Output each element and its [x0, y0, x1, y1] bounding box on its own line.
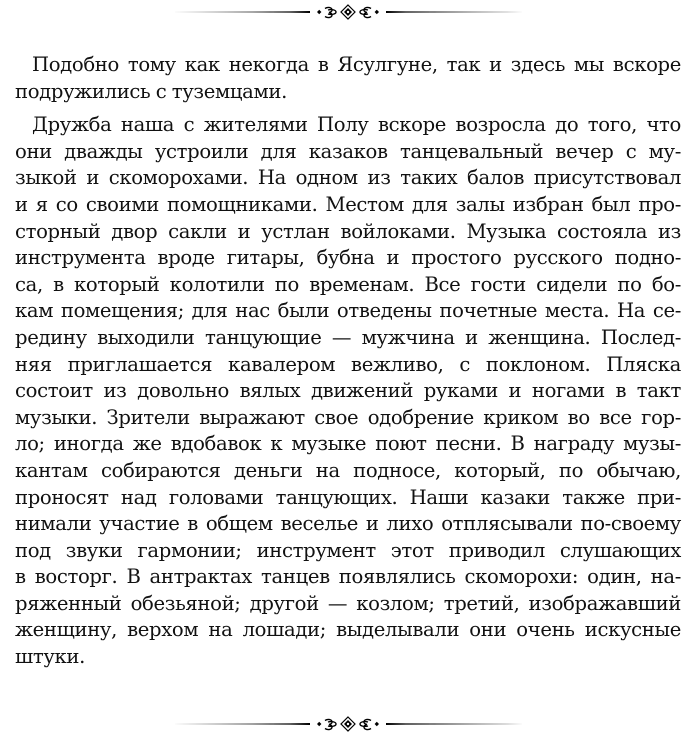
text-line: инструмента вроде гитары, бубна и простого русского подно- [15, 246, 681, 270]
text-line: зыкой и скоморохами. На одном из таких балов присутствовал [15, 166, 681, 190]
paragraph-1 [15, 52, 681, 105]
text-line: женщину, верхом на лошади; выделывали они очень искусные [15, 618, 681, 642]
ornament-divider-icon [170, 4, 526, 20]
ornament-divider-icon [170, 716, 526, 732]
text-line: Дружба наша с жителями Полу вскоре возросла до того, что [32, 113, 681, 137]
text-line: подружились с туземцами. [15, 79, 287, 103]
top-ornamental-divider [170, 4, 526, 20]
text-line: няя приглашается кавалером вежливо, с поклоном. Пляска [15, 352, 681, 376]
body-text [15, 52, 681, 671]
text-line: и я со своими помощниками. Местом для залы избран был про- [15, 192, 681, 216]
text-line: штуки. [15, 645, 86, 669]
text-line: музыки. Зрители выражают свое одобрение криком во все гор- [15, 405, 681, 429]
text-line: они дважды устроили для казаков танцевальный вечер с му- [15, 139, 681, 163]
text-line: состоит из довольно вялых движений руками и ногами в такт [15, 379, 681, 403]
text-line: ряженный обезьяной; другой — козлом; третий, изображавший [15, 591, 681, 615]
bottom-ornamental-divider [170, 716, 526, 732]
text-line: сторный двор сакли и устлан войлоками. Музыка состояла из [15, 219, 681, 243]
text-line: проносят над головами танцующих. Наши казаки также при- [15, 485, 681, 509]
text-line: ло; иногда же вдобавок к музыке поют песни. В награду музы- [15, 432, 681, 456]
text-line: нимали участие в общем веселье и лихо отплясывали по-своему [15, 512, 681, 536]
text-line: в восторг. В антрактах танцев появлялись скоморохи: один, на- [15, 565, 681, 589]
text-line: кантам собираются деньги на подносе, который, по обычаю, [15, 458, 681, 482]
text-line: са, в который колотили по временам. Все гости сидели по бо- [15, 272, 681, 296]
paragraph-2 [15, 112, 681, 670]
text-line: под звуки гармонии; инструмент этот приводил слушающих [15, 538, 681, 562]
text-line: Подобно тому как некогда в Ясулгуне, так и здесь мы вскоре [32, 53, 681, 76]
text-line: кам помещения; для нас были отведены почетные места. На се- [15, 299, 681, 323]
text-line: редину выходили танцующие — мужчина и женщина. Послед- [15, 325, 681, 349]
